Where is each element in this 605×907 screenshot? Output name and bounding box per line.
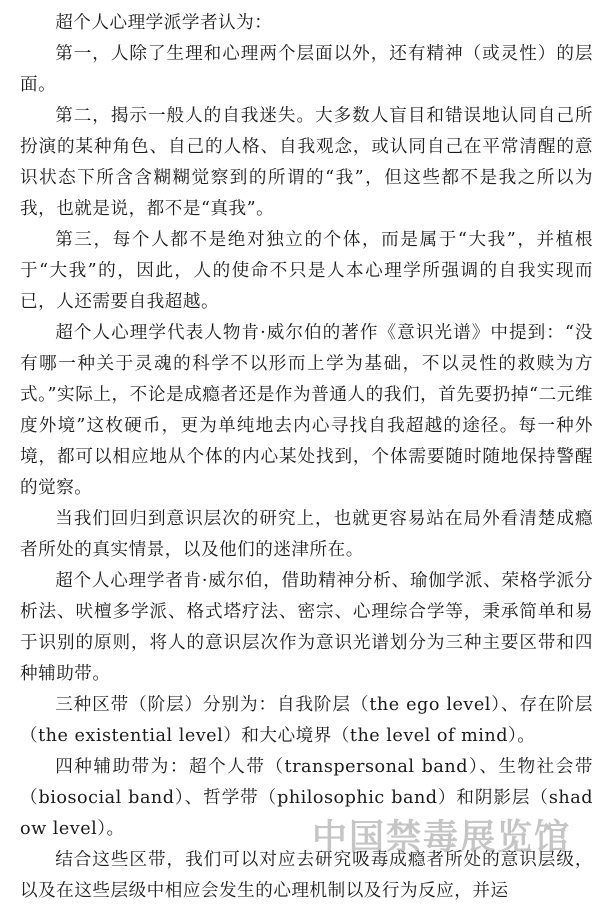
- paragraph-8: 三种区带（阶层）分别为：自我阶层（the ego level）、存在阶层（the existential level）和大心境界（the level of mind）。: [20, 695, 593, 746]
- paragraph-6: 当我们回归到意识层次的研究上，也就更容易站在局外看清楚成瘾者所处的真实情景，以及他们的迷津所在。: [20, 509, 593, 560]
- paragraph-5: 超个人心理学代表人物肯·威尔伯的著作《意识光谱》中提到：“没有哪一种关于灵魂的科学不以形而上学为基础，不以灵性的救赎为方式。”实际上，不论是成瘾者还是作为普通人的我们，首先要扔掉“二元维度外境”这枚硬币，更为单纯地去内心寻找自我超越的途径。每一种外境，都可以相应地从个体的内心某处找到，个体需要随时随地保持警醒的觉察。: [20, 323, 593, 498]
- paragraph-3: 第二，揭示一般人的自我迷失。大多数人盲目和错误地认同自己所扮演的某种角色、自己的人格、自我观念，或认同自己在平常清醒的意识状态下所含含糊糊觉察到的所谓的“我”，但这些都不是我之所以为我，也就是说，都不是“真我”。: [20, 106, 593, 219]
- paragraph-7: 超个人心理学者肯·威尔伯，借助精神分析、瑜伽学派、荣格学派分析法、吠檀多学派、格式塔疗法、密宗、心理综合学等，秉承简单和易于识别的原则，将人的意识层次作为意识光谱划分为三种主要区带和四种辅助带。: [20, 571, 593, 684]
- paragraph-10: 结合这些区带，我们可以对应去研究吸毒成瘾者所处的意识层级，以及在这些层级中相应会发生的心理机制以及行为反应，并运: [20, 850, 593, 901]
- paragraph-4: 第三，每个人都不是绝对独立的个体，而是属于“大我”，并植根于“大我”的，因此，人的使命不只是人本心理学所强调的自我实现而已，人还需要自我超越。: [20, 230, 593, 312]
- paragraph-1: 超个人心理学派学者认为：: [55, 13, 273, 33]
- paragraph-9: 四种辅助带为：超个人带（transpersonal band）、生物社会带（biosocial band）、哲学带（philosophic band）和阴影层（shadow level）。: [20, 757, 593, 839]
- watermark: 中国禁毒展览馆: [312, 818, 572, 858]
- paragraph-2: 第一，人除了生理和心理两个层面以外，还有精神（或灵性）的层面。: [20, 44, 593, 95]
